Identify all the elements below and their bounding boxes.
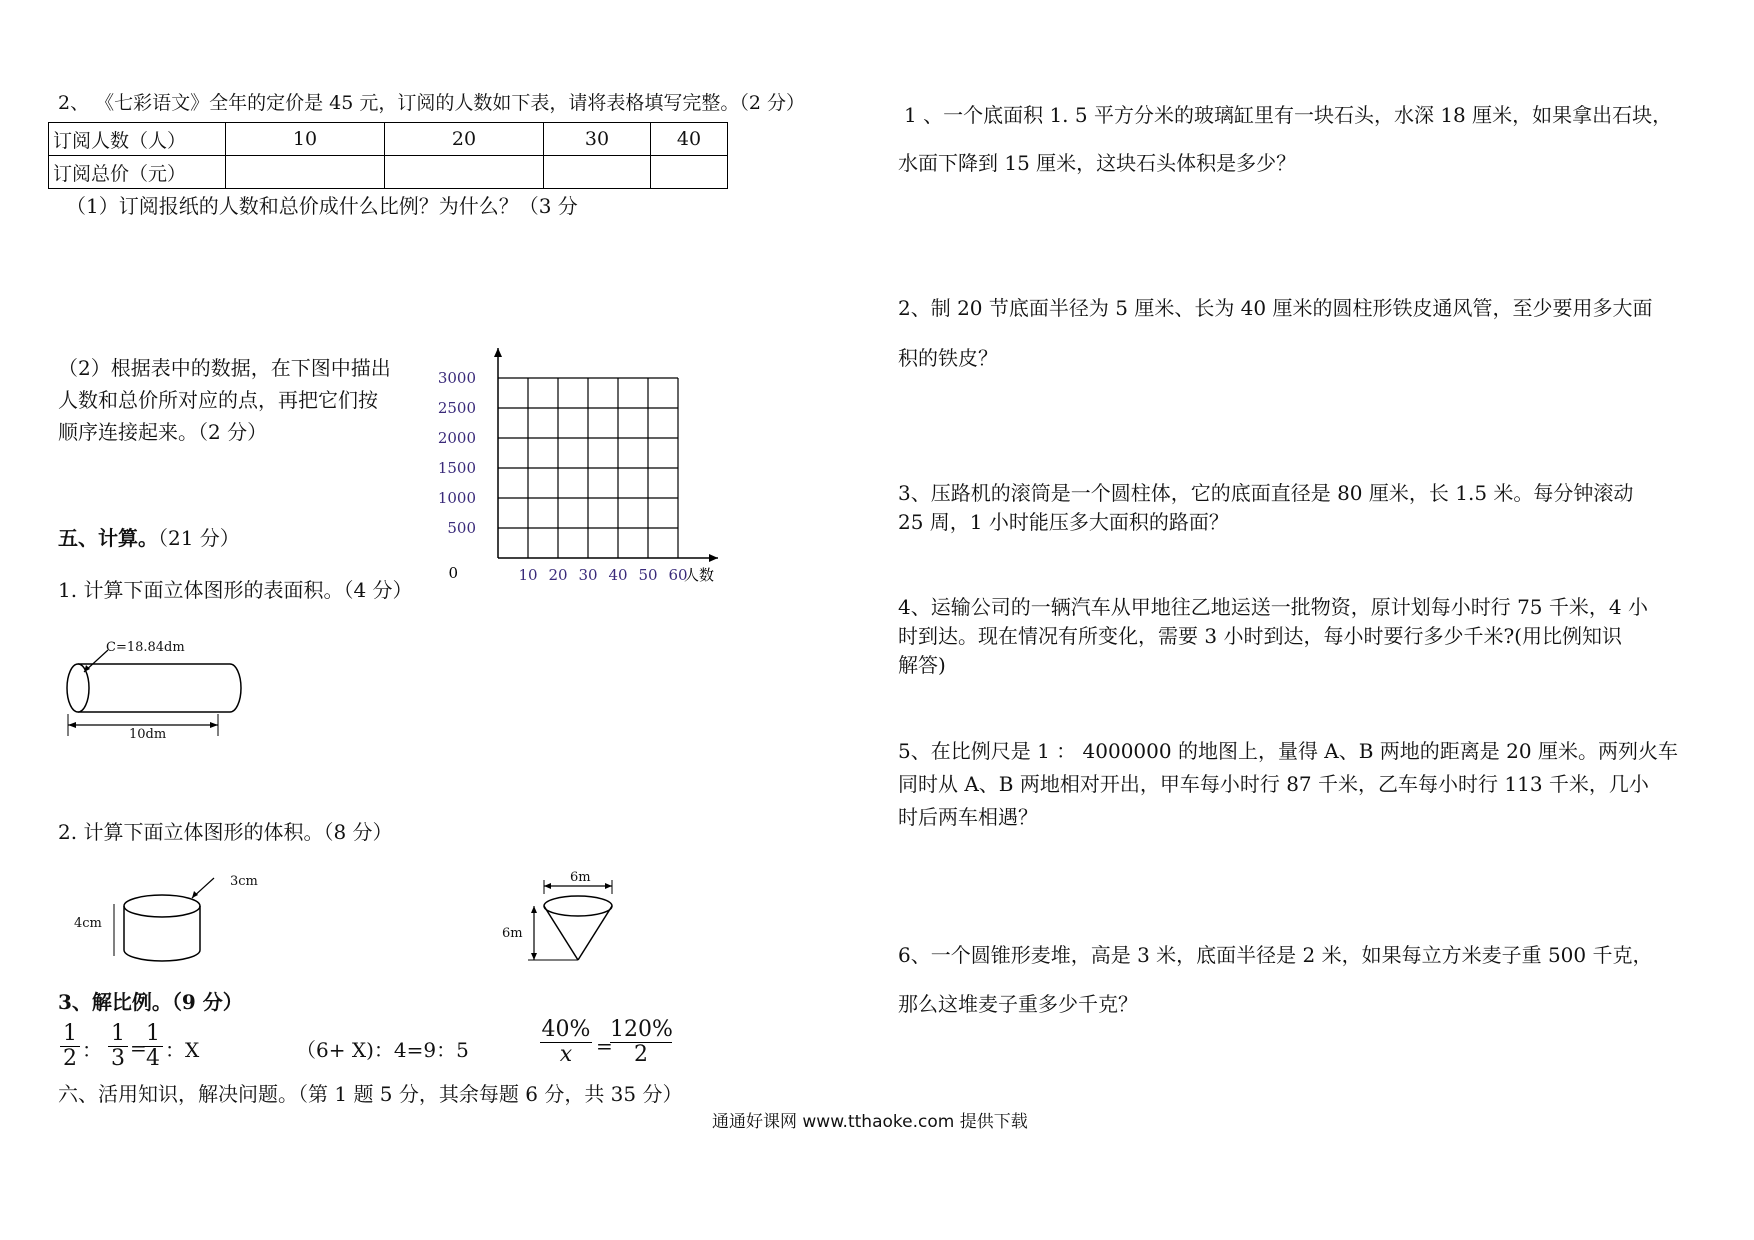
people-cell: 30 [544, 123, 651, 156]
problem-1-line: 水面下降到 15 厘米，这块石头体积是多少？ [898, 151, 1297, 175]
sub-question-2-line: 顺序连接起来。（2 分） [58, 420, 268, 444]
table-row [49, 123, 728, 156]
table-row [49, 156, 728, 189]
y-tick-label: 1500 [437, 459, 476, 477]
problem-5-line: 5、在比例尺是 1 ： 4000000 的地图上，量得 A、B 两地的距离是 20 厘米。两列火车 [898, 739, 1678, 763]
subscription-table [48, 122, 728, 189]
y-tick-label: 500 [447, 519, 476, 537]
fraction: $\frac{40\%}{x}$ [541, 1017, 591, 1068]
y-tick-label: 0 [448, 564, 458, 582]
section-5-title: 五、计算。 [58, 526, 158, 550]
sub-question-2-line: （2）根据表中的数据，在下图中描出 [58, 356, 391, 380]
problem-4-line: 4、运输公司的一辆汽车从甲地往乙地运送一批物资，原计划每小时行 75 千米，4 小 [898, 595, 1648, 619]
section-6-title: 六、活用知识，解决问题。（第 1 题 5 分，其余每题 6 分，共 35 分） [58, 1082, 683, 1106]
y-tick-label: 3000 [437, 369, 476, 387]
problem-2-line: 积的铁皮？ [898, 346, 998, 370]
row-label-price: 订阅总价（元） [49, 156, 226, 189]
x-axis-label: 人数 [684, 566, 715, 584]
x-tick-label: 20 [548, 566, 568, 584]
length-label: 10dm [129, 727, 167, 742]
people-cell: 10 [226, 123, 385, 156]
price-cell[interactable] [544, 156, 651, 189]
row-label-people: 订阅人数（人） [49, 123, 226, 156]
equals-sign: = [130, 1036, 147, 1060]
price-cell[interactable] [226, 156, 385, 189]
cone-diameter-label: 6m [570, 870, 591, 885]
fraction: $\frac{1}{3}$ [108, 1022, 128, 1071]
y-tick-label: 1000 [437, 489, 476, 507]
fraction: $\frac{1}{2}$ [60, 1022, 80, 1071]
height-label: 4cm [74, 916, 102, 931]
price-cell[interactable] [385, 156, 544, 189]
y-tick-label: 2000 [437, 429, 476, 447]
people-cell: 20 [385, 123, 544, 156]
problem-1-line: 1 、一个底面积 1. 5 平方分米的玻璃缸里有一块石头，水深 18 厘米，如果拿出石块， [904, 103, 1673, 127]
y-axis-arrow [494, 348, 502, 357]
x-tick-label: 60 [668, 566, 688, 584]
circumference-label: C=18.84dm [106, 640, 185, 655]
x-tick-label: 50 [638, 566, 658, 584]
blank-grid-chart [418, 345, 728, 590]
equation-tail: ：X [165, 1038, 200, 1062]
price-cell[interactable] [651, 156, 728, 189]
cone-height-label: 6m [502, 926, 523, 941]
problem-6-line: 那么这堆麦子重多少千克？ [898, 992, 1138, 1016]
problem-4-line: 解答) [898, 653, 946, 677]
sub-question-2-line: 人数和总价所对应的点，再把它们按 [58, 388, 378, 412]
x-axis-arrow [709, 554, 718, 562]
fraction: $\frac{120\%}{2}$ [610, 1017, 673, 1068]
problem-5-line: 同时从 A、B 两地相对开出，甲车每小时行 87 千米，乙车每小时行 113 千米，几小 [898, 772, 1649, 796]
footer-credit: 通通好课网 www.tthaoke.com 提供下载 [712, 1112, 1028, 1132]
section-5-score: （21 分） [158, 526, 240, 550]
x-tick-label: 10 [518, 566, 538, 584]
section-3-title: 3、解比例。（9 分） [58, 990, 243, 1014]
ratio-colon: ： [82, 1038, 102, 1062]
problem-3-line: 25 周，1 小时能压多大面积的路面？ [898, 510, 1229, 534]
x-tick-label: 40 [608, 566, 628, 584]
people-cell: 40 [651, 123, 728, 156]
problem-4-line: 时到达。现在情况有所变化，需要 3 小时到达，每小时要行多少千米?(用比例知识 [898, 624, 1622, 648]
problem-2-line: 2、制 20 节底面半径为 5 厘米、长为 40 厘米的圆柱形铁皮通风管，至少要用多大面 [898, 296, 1653, 320]
fraction: $\frac{1}{4}$ [143, 1022, 163, 1071]
x-tick-label: 30 [578, 566, 598, 584]
radius-label: 3cm [230, 874, 258, 889]
problem-5-line: 时后两车相遇？ [898, 805, 1038, 829]
equation-2: （6+ X)：4=9：5 [296, 1038, 469, 1062]
equals-sign: = [596, 1034, 613, 1058]
problem-3-line: 3、压路机的滚筒是一个圆柱体，它的底面直径是 80 厘米，长 1.5 米。每分钟滚动 [898, 481, 1634, 505]
calc-1-title: 1. 计算下面立体图形的表面积。（4 分） [58, 578, 413, 602]
y-tick-label: 2500 [437, 399, 476, 417]
question-2-title: 2、 《七彩语文》全年的定价是 45 元，订阅的人数如下表，请将表格填写完整。（2 分） [58, 92, 806, 114]
problem-6-line: 6、一个圆锥形麦堆，高是 3 米，底面半径是 2 米，如果每立方米麦子重 500 千克， [898, 943, 1653, 967]
sub-question-1: （1）订阅报纸的人数和总价成什么比例？为什么？（3 分 [66, 194, 578, 218]
calc-2-title: 2. 计算下面立体图形的体积。（8 分） [58, 820, 393, 844]
